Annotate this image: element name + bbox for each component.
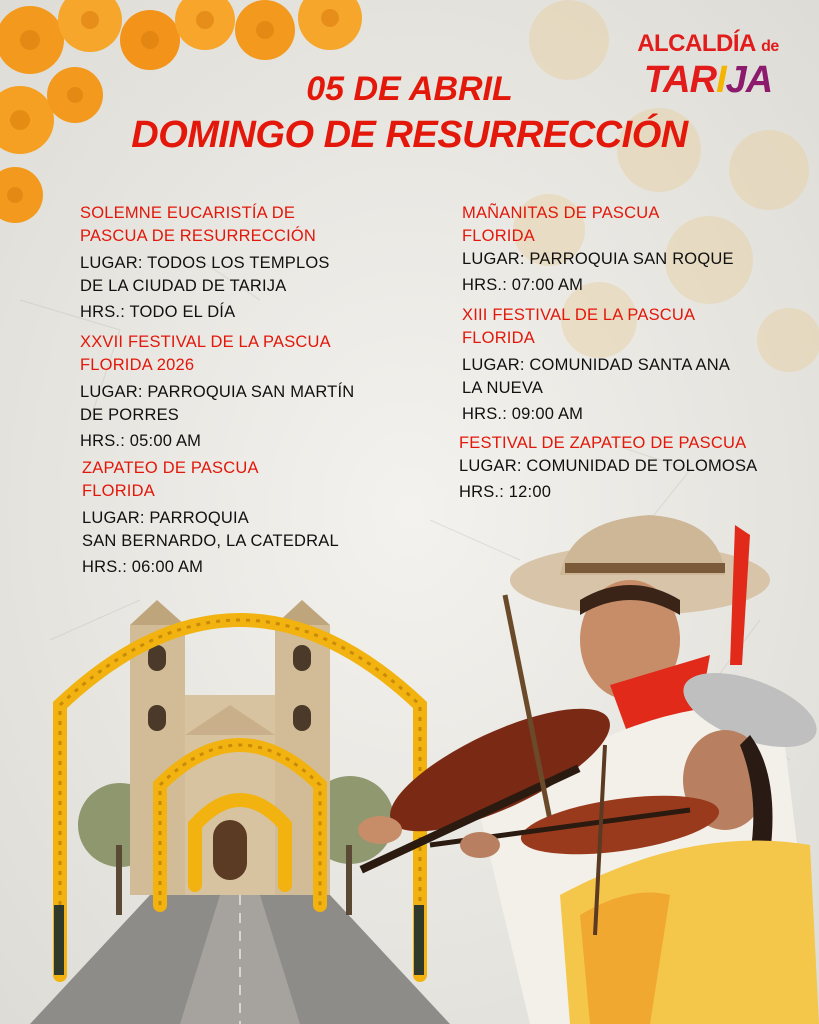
logo-text-top	[623, 30, 793, 61]
event-name: FESTIVAL DE ZAPATEO DE PASCUA	[459, 434, 747, 452]
logo-tarija-part3: JA	[725, 59, 773, 101]
event-left-2	[80, 331, 410, 453]
logo-tarija-part2: I	[716, 59, 726, 101]
event-hours: HRS.: TODO EL DÍA	[80, 303, 236, 321]
event-hours: HRS.: 06:00 AM	[82, 558, 204, 576]
event-left-1	[80, 202, 410, 324]
event-place: LUGAR: COMUNIDAD DE TOLOMOSA	[459, 457, 758, 475]
event-right-1	[462, 202, 802, 297]
logo-tarija-part1: TAR	[643, 59, 717, 101]
event-right-3	[459, 432, 809, 504]
event-place: LUGAR: PARROQUIA SAN MARTÍN DE PORRES	[80, 383, 355, 424]
violin-players-photo	[330, 515, 819, 1024]
event-name: SOLEMNE EUCARISTÍA DE PASCUA DE RESURRECCIÓN	[80, 204, 317, 245]
logo-alcaldia-text: ALCALDÍA	[637, 30, 755, 57]
event-name: MAÑANITAS DE PASCUA FLORIDA	[462, 204, 660, 245]
event-date-title: 05 DE ABRIL	[306, 70, 513, 108]
event-hours: HRS.: 09:00 AM	[462, 405, 584, 423]
event-place: LUGAR: PARROQUIA SAN BERNARDO, LA CATEDRAL	[82, 509, 339, 550]
event-name: XXVII FESTIVAL DE LA PASCUA FLORIDA 2026	[80, 333, 331, 374]
event-place: LUGAR: TODOS LOS TEMPLOS DE LA CIUDAD DE TARIJA	[80, 254, 330, 295]
event-hours: HRS.: 07:00 AM	[462, 276, 584, 294]
event-right-2	[462, 304, 802, 426]
logo-de-text: de	[761, 38, 779, 55]
event-hours: HRS.: 12:00	[459, 483, 552, 501]
event-name: ZAPATEO DE PASCUA FLORIDA	[82, 459, 259, 500]
event-name: XIII FESTIVAL DE LA PASCUA FLORIDA	[462, 306, 696, 347]
event-hours: HRS.: 05:00 AM	[80, 432, 202, 450]
event-place: LUGAR: PARROQUIA SAN ROQUE	[462, 250, 734, 268]
event-place: LUGAR: COMUNIDAD SANTA ANA LA NUEVA	[462, 356, 731, 397]
page-title: DOMINGO DE RESURRECCIÓN	[131, 114, 688, 156]
